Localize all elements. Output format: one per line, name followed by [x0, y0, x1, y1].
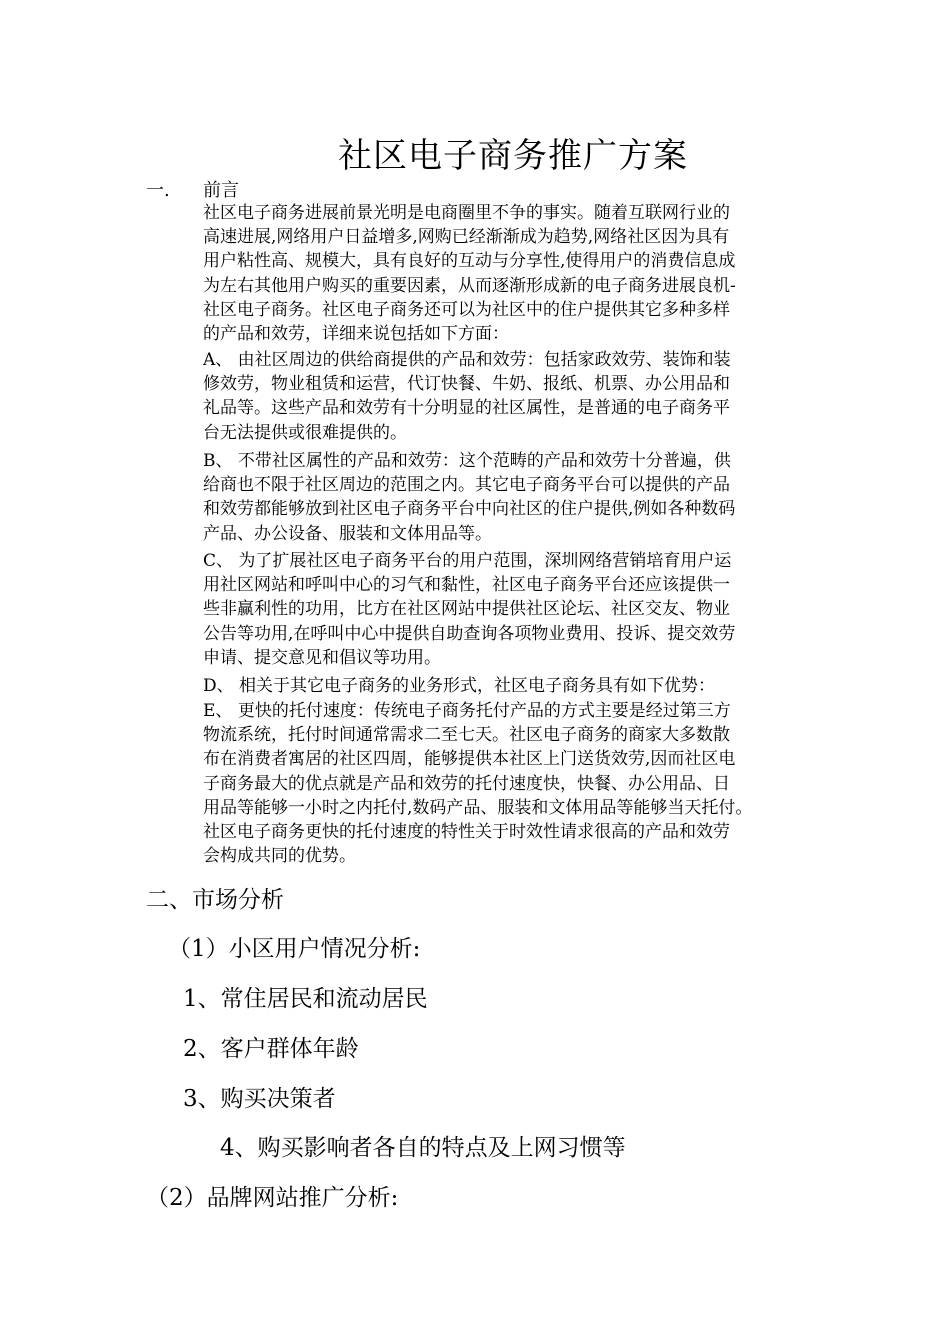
section-heading-market-analysis: 二、市场分析 — [146, 887, 284, 913]
paragraph-line: 礼品等。这些产品和效劳有十分明显的社区属性，是普通的电子商务平 — [203, 398, 730, 419]
list-item-c — [203, 549, 823, 670]
list-item: 3、购买决策者 — [183, 1086, 336, 1112]
paragraph-line: A、 由社区周边的供给商提供的产品和效劳：包括家政效劳、装饰和装 — [203, 350, 731, 370]
list-item-d — [203, 674, 823, 698]
section-heading-preface: 前言 — [203, 180, 239, 201]
paragraph-line: 高速进展,网络用户日益增多,网购已经渐渐成为趋势,网络社区因为具有 — [203, 227, 730, 248]
paragraph-line: 用品等能够一小时之内托付,数码产品、服装和文体用品等能够当天托付。 — [203, 797, 753, 818]
paragraph-line: 些非赢利性的功用，比方在社区网站中提供社区论坛、社区交友、物业 — [203, 599, 730, 620]
subsection-heading-user-analysis: （1）小区用户情况分析: — [168, 936, 421, 962]
preface-intro-paragraph — [203, 201, 823, 346]
paragraph-line: 公告等功用,在呼叫中心中提供自助查询各项物业费用、投诉、提交效劳 — [203, 623, 736, 644]
paragraph-line: 用户粘性高、规模大，具有良好的互动与分享性,使得用户的消费信息成 — [203, 251, 736, 272]
paragraph-line: 会构成共同的优势。 — [203, 846, 356, 867]
paragraph-line: C、 为了扩展社区电子商务平台的用户范围，深圳网络营销培育用户运 — [203, 551, 732, 571]
list-item-a — [203, 348, 823, 445]
paragraph-line: 用社区网站和呼叫中心的习气和黏性，社区电子商务平台还应该提供一 — [203, 575, 730, 596]
paragraph-line: 产品、办公设备、服装和文体用品等。 — [203, 523, 492, 544]
list-item-e — [203, 699, 823, 868]
paragraph-line: 和效劳都能够放到社区电子商务平台中向社区的住户提供,例如各种数码 — [203, 499, 736, 520]
section-number: 一. — [146, 180, 170, 201]
list-item: 1、常住居民和流动居民 — [183, 986, 428, 1012]
subsection-heading-brand-analysis: （2）品牌网站推广分析: — [146, 1185, 399, 1211]
paragraph-line: E、 更快的托付速度：传统电子商务托付产品的方式主要是经过第三方 — [203, 701, 731, 721]
paragraph-line: 为左右其他用户购买的重要因素，从而逐渐形成新的电子商务进展良机- — [203, 275, 736, 296]
list-item-b — [203, 449, 823, 546]
list-item: 2、客户群体年龄 — [183, 1036, 359, 1062]
paragraph-line: 申请、提交意见和倡议等功用。 — [203, 647, 441, 668]
list-item: 4、购买影响者各自的特点及上网习惯等 — [220, 1135, 626, 1161]
paragraph-line: 社区电子商务进展前景光明是电商圈里不争的事实。随着互联网行业的 — [203, 203, 730, 223]
paragraph-line: 修效劳，物业租赁和运营，代订快餐、牛奶、报纸、机票、办公用品和 — [203, 374, 730, 395]
paragraph-line: 布在消费者寓居的社区四周，能够提供本社区上门送货效劳,因而社区电 — [203, 749, 736, 770]
paragraph-line: 的产品和效劳，详细来说包括如下方面： — [203, 324, 509, 345]
paragraph-line: B、 不带社区属性的产品和效劳：这个范畴的产品和效劳十分普遍，供 — [203, 451, 731, 471]
document-title: 社区电子商务推广方案 — [338, 136, 688, 176]
paragraph-line: 社区电子商务。社区电子商务还可以为社区中的住户提供其它多种多样 — [203, 299, 730, 320]
paragraph-line: 物流系统，托付时间通常需求二至七天。社区电子商务的商家大多数散 — [203, 725, 730, 746]
paragraph-line: 给商也不限于社区周边的范围之内。其它电子商务平台可以提供的产品 — [203, 475, 730, 496]
paragraph-line: D、 相关于其它电子商务的业务形式，社区电子商务具有如下优势： — [203, 676, 716, 696]
paragraph-line: 子商务最大的优点就是产品和效劳的托付速度快，快餐、办公用品、日 — [203, 773, 730, 794]
paragraph-line: 台无法提供或很难提供的。 — [203, 422, 407, 443]
paragraph-line: 社区电子商务更快的托付速度的特性关于时效性请求很高的产品和效劳 — [203, 822, 730, 843]
